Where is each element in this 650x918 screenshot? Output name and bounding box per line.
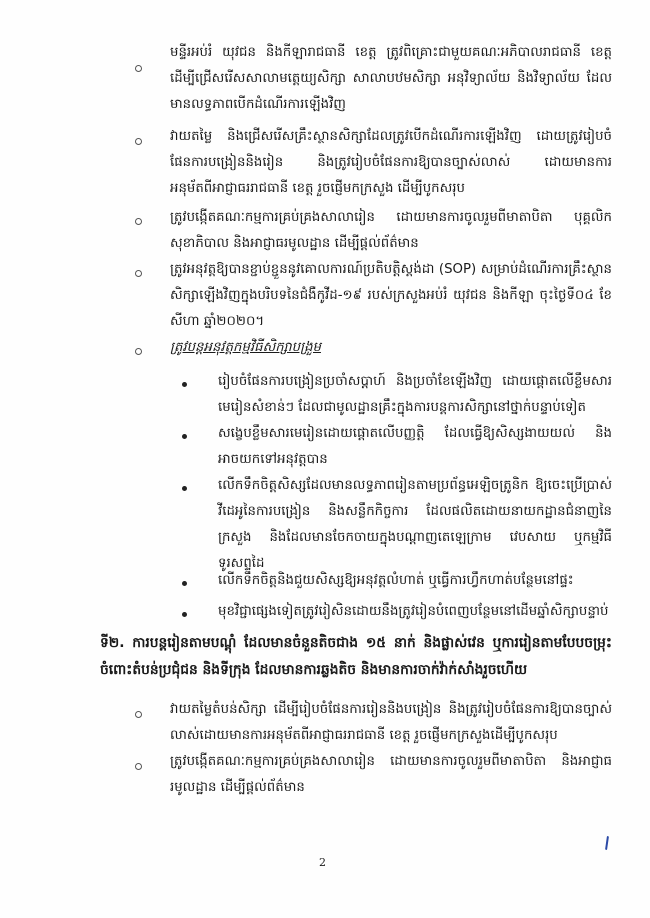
bullet-icon — [182, 434, 187, 439]
section-heading-text: ទី២. ការបន្តរៀនតាមបណ្តុំ ដែលមានចំនួនតិចជាង ១៥ នាក់ និងផ្លាស់វេន ឬការរៀនតាមបែបចម្រុះ ចំពោះតំបន់ប្រជុំជន និងទីក្រុង ដែលមានការឆ្លងតិច និងមានការចាក់វ៉ាក់សាំងរួចហើយ — [100, 635, 612, 678]
circle-bullet-icon — [135, 348, 142, 355]
circle-bullet-icon — [135, 65, 142, 72]
list-item-text: ត្រូវអនុវត្តឱ្យបានខ្ជាប់ខ្ជួននូវគោលការណ៍ប្រតិបត្តិស្តង់ដា (SOP) សម្រាប់ដំណើរការគ្រឹះស្ថានសិក្សាឡើងវិញក្នុងបរិបទនៃជំងឺកូវីដ-១៩ របស់ក្រសួងអប់រំ យុវជន និងកីឡា ចុះថ្ងៃទី០៤ ខែសីហា ឆ្នាំ២០២០។ — [170, 262, 612, 329]
circle-bullet-icon — [135, 218, 142, 225]
bullet-icon — [182, 612, 187, 617]
list-item-text: ត្រូវបង្កើតគណៈកម្មការគ្រប់គ្រងសាលារៀន ដោយមានការចូលរួមពីមាតាបិតា និងអាជ្ញាធរមូលដ្ឋាន ដើម្បីផ្តល់ព័ត៌មាន — [170, 754, 612, 795]
bullet-icon — [182, 486, 187, 491]
pen-mark — [605, 836, 609, 850]
list-item — [170, 40, 612, 118]
list-item — [218, 421, 612, 473]
list-item-text: រៀបចំផែនការបង្រៀនប្រចាំសប្តាហ៍ និងប្រចាំខែឡើងវិញ ដោយផ្តោតលើខ្លឹមសារមេរៀនសំខាន់ៗ ដែលជាមូលដ្ឋានគ្រឹះក្នុងការបន្តការសិក្សានៅថ្នាក់បន្ទាប់ទៀត — [218, 374, 612, 415]
list-item — [218, 599, 612, 625]
list-item — [218, 369, 612, 421]
list-item-text: ត្រូវបង្កើតគណៈកម្មការគ្រប់គ្រងសាលារៀន ដោយមានការចូលរួមពីមាតាបិតា បុគ្គលិកសុខាភិបាល និងអាជ្ញាធរមូលដ្ឋាន ដើម្បីផ្ដល់ព័ត៌មាន — [170, 210, 612, 251]
circle-bullet-icon — [135, 138, 142, 145]
circle-bullet-icon — [135, 711, 142, 718]
section-heading — [100, 630, 612, 684]
list-item-text: វាយតម្លៃតំបន់សិក្សា ដើម្បីរៀបចំផែនការរៀននិងបង្រៀន និងត្រូវរៀបចំផែនការឱ្យបានច្បាស់លាស់ដោយមានការអនុម័តពីអាជ្ញាធររាជធានី ខេត្ត រួចផ្ញើមកក្រសួងដើម្បីបូកសរុប — [170, 702, 612, 743]
list-item — [170, 257, 612, 335]
list-item — [170, 205, 612, 257]
list-item-text: លើកទឹកចិត្តសិស្សដែលមានលទ្ធភាពរៀនតាមប្រព័ន្ធអេឡិចត្រូនិក ឱ្យចេះប្រើប្រាស់វីដេអូនៃការបង្រៀន និងសន្លឹកកិច្ចការ ដែលផលិតដោយនាយកដ្ឋានជំនាញនៃក្រសួង និងដែលមានចែកចាយក្នុងបណ្តាញតេឡេក្រាម វេបសាយ ឬកម្មវិធីទូរសព្ទដៃ — [218, 478, 612, 571]
circle-bullet-icon — [135, 763, 142, 770]
list-item-text: សង្ខេបខ្លឹមសារមេរៀនដោយផ្តោតលើបញ្ញត្តិ ដែលធ្វើឱ្យសិស្សងាយយល់ និងអាចយកទៅអនុវត្តបាន — [218, 426, 612, 467]
bullet-icon — [182, 382, 187, 387]
bullet-icon — [182, 581, 187, 586]
subsection-title: ត្រូវបន្តអនុវត្តកម្មវិធីសិក្សាបង្រួម — [170, 340, 321, 355]
list-item-text: មន្ទីរអប់រំ យុវជន និងកីឡារាជធានី ខេត្ត ត្រូវពិគ្រោះជាមួយគណៈអភិបាលរាជធានី ខេត្ត ដើម្បីជ្រើសរើសសាលាមត្តេយ្យសិក្សា សាលាបឋមសិក្សា អនុវិទ្យាល័យ និងវិទ្យាល័យ ដែលមានលទ្ធភាពបើកដំណើរការឡើងវិញ — [170, 45, 612, 112]
list-item — [170, 124, 612, 202]
list-item — [218, 473, 612, 577]
list-item — [170, 335, 612, 361]
list-item — [170, 749, 612, 801]
list-item-text: វាយតម្លៃ និងជ្រើសរើសគ្រឹះស្ថានសិក្សាដែលត្រូវបើកដំណើរការឡើងវិញ ដោយត្រូវរៀបចំផែនការបង្រៀននិងរៀន និងត្រូវរៀបចំផែនការឱ្យបានច្បាស់លាស់ ដោយមានការអនុម័តពីអាជ្ញាធររាជធានី ខេត្ត រួចផ្ញើមកក្រសួង ដើម្បីបូកសរុប — [170, 129, 612, 196]
list-item-text: លើកទឹកចិត្តនិងជួយសិស្សឱ្យអនុវត្តលំហាត់ ឬធ្វើការហ្វឹកហាត់បន្ថែមនៅផ្ទះ — [218, 573, 574, 588]
list-item — [218, 568, 612, 594]
page-number: 2 — [319, 856, 326, 869]
circle-bullet-icon — [135, 270, 142, 277]
list-item-text: មុខវិជ្ជាផ្សេងទៀតត្រូវរៀសិនដោយនឹងត្រូវរៀនបំពេញបន្ថែមនៅដើមឆ្នាំសិក្សាបន្ទាប់ — [218, 604, 609, 619]
list-item — [170, 697, 612, 749]
